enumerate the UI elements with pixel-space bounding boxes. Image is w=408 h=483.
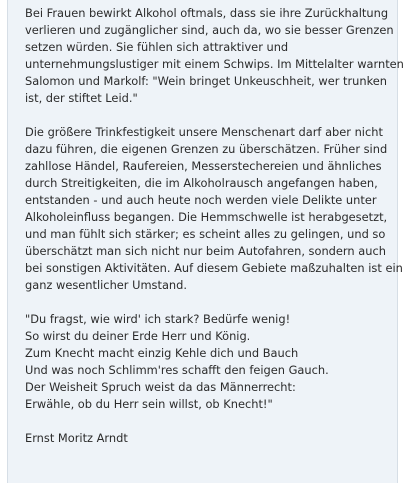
text-line: Die größere Trinkfestigkeit unsere Menschenart darf aber nicht bbox=[25, 125, 383, 139]
text-line: dazu führen, die eigenen Grenzen zu überschätzen. Früher sind bbox=[25, 142, 388, 156]
text-line: setzen würden. Sie fühlen sich attraktiver und bbox=[25, 40, 289, 54]
text-line: und man fühlt sich stärker; es scheint alles zu gelingen, und so bbox=[25, 227, 386, 241]
paragraph-drinking-tolerance bbox=[25, 124, 403, 294]
paragraph-alcohol-women bbox=[25, 5, 404, 107]
text-line: Salomon und Markolf: "Wein bringet Unkeuschheit, wer trunken bbox=[25, 74, 388, 88]
text-line: durch Streitigkeiten, die im Alkoholrausch angefangen haben, bbox=[25, 176, 378, 190]
post-body bbox=[25, 5, 404, 447]
poem-line: Zum Knecht macht einzig Kehle dich und Bauch bbox=[25, 346, 299, 360]
text-line: Bei Frauen bewirkt Alkohol oftmals, dass sie ihre Zurückhaltung bbox=[25, 6, 389, 20]
poem-line: So wirst du deiner Erde Herr und König. bbox=[25, 329, 251, 343]
poem-line: "Du fragst, wie wird' ich stark? Bedürfe wenig! bbox=[25, 312, 291, 326]
poem-author bbox=[25, 430, 397, 447]
text-line: Alkoholeinfluss begangen. Die Hemmschwelle ist herabgesetzt, bbox=[25, 210, 388, 224]
text-line: bei sonstigen Aktivitäten. Auf diesem Gebiete maßzuhalten ist ein bbox=[25, 261, 403, 275]
text-line: ganz wesentlicher Umstand. bbox=[25, 278, 187, 292]
author-name: Ernst Moritz Arndt bbox=[25, 431, 128, 445]
forum-post bbox=[7, 0, 404, 483]
text-line: unternehmungslustiger mit einem Schwips. Im Mittelalter warnten bbox=[25, 57, 404, 71]
poem-line: Und was noch Schlimm'res schafft den feigen Gauch. bbox=[25, 363, 329, 377]
text-line: zahllose Händel, Raufereien, Messerstechereien und ähnliches bbox=[25, 159, 382, 173]
poem-line: Der Weisheit Spruch weist da das Männerrecht: bbox=[25, 380, 296, 394]
text-line: überschätzt man sich nicht nur beim Autofahren, sondern auch bbox=[25, 244, 386, 258]
poem-line: Erwähle, ob du Herr sein willst, ob Knecht!" bbox=[25, 397, 273, 411]
poem-quote bbox=[25, 311, 397, 413]
text-line: ist, der stiftet Leid." bbox=[25, 91, 138, 105]
text-line: verlieren und zugänglicher sind, auch da, wo sie besser Grenzen bbox=[25, 23, 394, 37]
text-line: entstanden - und auch heute noch werden viele Delikte unter bbox=[25, 193, 377, 207]
